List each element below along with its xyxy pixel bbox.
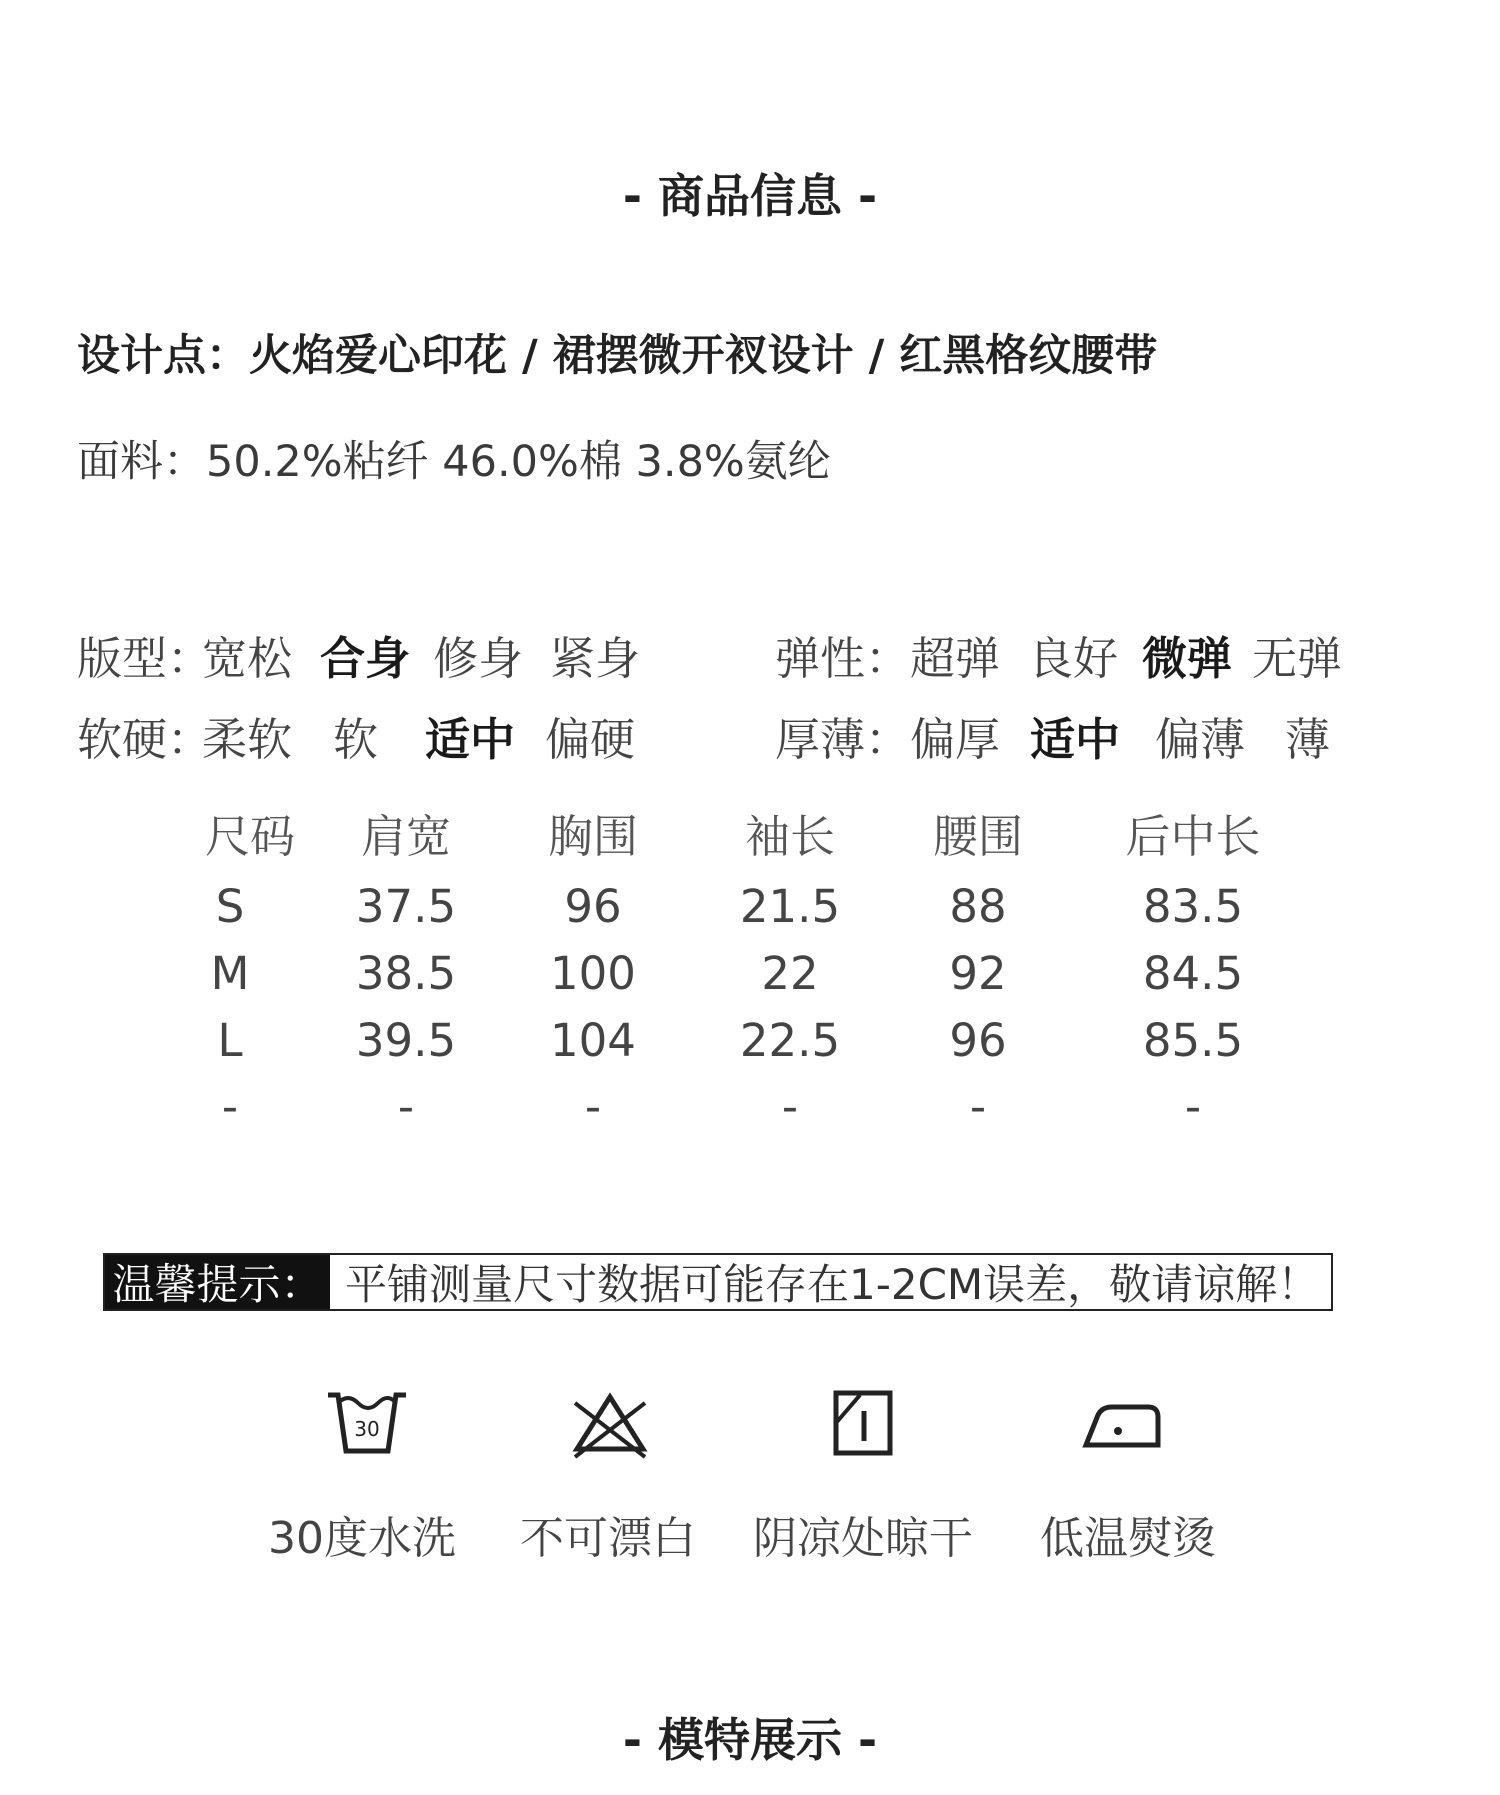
table-cell: 38.5: [355, 947, 457, 1000]
table-cell: 21.5: [739, 880, 841, 933]
softness-option: 柔软: [202, 713, 293, 766]
fabric-composition: 面料：50.2%粘纤 46.0%棉 3.8%氨纶: [77, 437, 831, 487]
shade-dry-icon: [818, 1385, 908, 1465]
table-cell: 84.5: [1142, 947, 1244, 1000]
table-cell: L: [217, 1014, 243, 1067]
table-cell: M: [210, 947, 250, 1000]
table-cell: -: [969, 1080, 987, 1133]
thickness-option: 薄: [1285, 713, 1331, 766]
elasticity-label: 弹性：: [775, 632, 911, 685]
table-header: 肩宽: [360, 810, 451, 863]
care-label-wash: 30度水洗: [268, 1513, 456, 1564]
table-cell: -: [221, 1080, 239, 1133]
model-display-title: - 模特展示 -: [622, 1713, 878, 1767]
softness-option: 偏硬: [545, 713, 636, 766]
thickness-option: 偏厚: [910, 713, 1001, 766]
fit-option: 紧身: [550, 632, 641, 685]
table-cell: -: [397, 1080, 415, 1133]
table-cell: 85.5: [1142, 1014, 1244, 1067]
table-cell: -: [584, 1080, 602, 1133]
table-cell: 22: [761, 947, 819, 1000]
elasticity-option: 无弹: [1252, 632, 1343, 685]
fit-option: 修身: [433, 632, 524, 685]
softness-label: 软硬：: [77, 713, 213, 766]
table-header: 胸围: [547, 810, 638, 863]
product-info-title: - 商品信息 -: [622, 169, 878, 223]
thickness-option: 偏薄: [1155, 713, 1246, 766]
fit-option-selected: 合身: [320, 632, 411, 685]
low-iron-icon: [1078, 1385, 1168, 1465]
table-cell: 22.5: [739, 1014, 841, 1067]
elasticity-option: 良好: [1028, 632, 1119, 685]
tip-label: 温馨提示：: [105, 1255, 330, 1309]
care-label-shade-dry: 阴凉处晾干: [753, 1513, 973, 1564]
table-cell: S: [215, 880, 245, 933]
table-header: 腰围: [932, 810, 1023, 863]
table-cell: 96: [949, 1014, 1007, 1067]
softness-option: 软: [333, 713, 379, 766]
softness-option-selected: 适中: [425, 713, 516, 766]
tip-bar: [103, 1253, 1333, 1311]
wash-30-icon: [322, 1385, 412, 1465]
table-cell: 96: [564, 880, 622, 933]
table-cell: -: [1184, 1080, 1202, 1133]
table-cell: 100: [550, 947, 636, 1000]
table-cell: -: [781, 1080, 799, 1133]
table-cell: 37.5: [355, 880, 457, 933]
fit-label: 版型：: [77, 632, 213, 685]
table-header: 后中长: [1125, 810, 1261, 863]
table-cell: 88: [949, 880, 1007, 933]
table-cell: 92: [949, 947, 1007, 1000]
wash-temp: 30: [354, 1417, 380, 1441]
fit-option: 宽松: [202, 632, 293, 685]
design-points: 设计点：火焰爱心印花 / 裙摆微开衩设计 / 红黑格纹腰带: [77, 331, 1158, 381]
elasticity-option: 超弹: [910, 632, 1001, 685]
table-cell: 104: [550, 1014, 636, 1067]
table-header: 袖长: [744, 810, 835, 863]
table-header: 尺码: [204, 810, 295, 863]
elasticity-option-selected: 微弹: [1142, 632, 1233, 685]
tip-text: 平铺测量尺寸数据可能存在1-2CM误差，敬请谅解！: [345, 1260, 1320, 1309]
thickness-option-selected: 适中: [1030, 713, 1121, 766]
care-label-no-bleach: 不可漂白: [520, 1513, 696, 1564]
table-cell: 83.5: [1142, 880, 1244, 933]
no-bleach-icon: [565, 1385, 655, 1465]
thickness-label: 厚薄：: [775, 713, 911, 766]
table-cell: 39.5: [355, 1014, 457, 1067]
care-label-low-iron: 低温熨烫: [1040, 1513, 1216, 1564]
